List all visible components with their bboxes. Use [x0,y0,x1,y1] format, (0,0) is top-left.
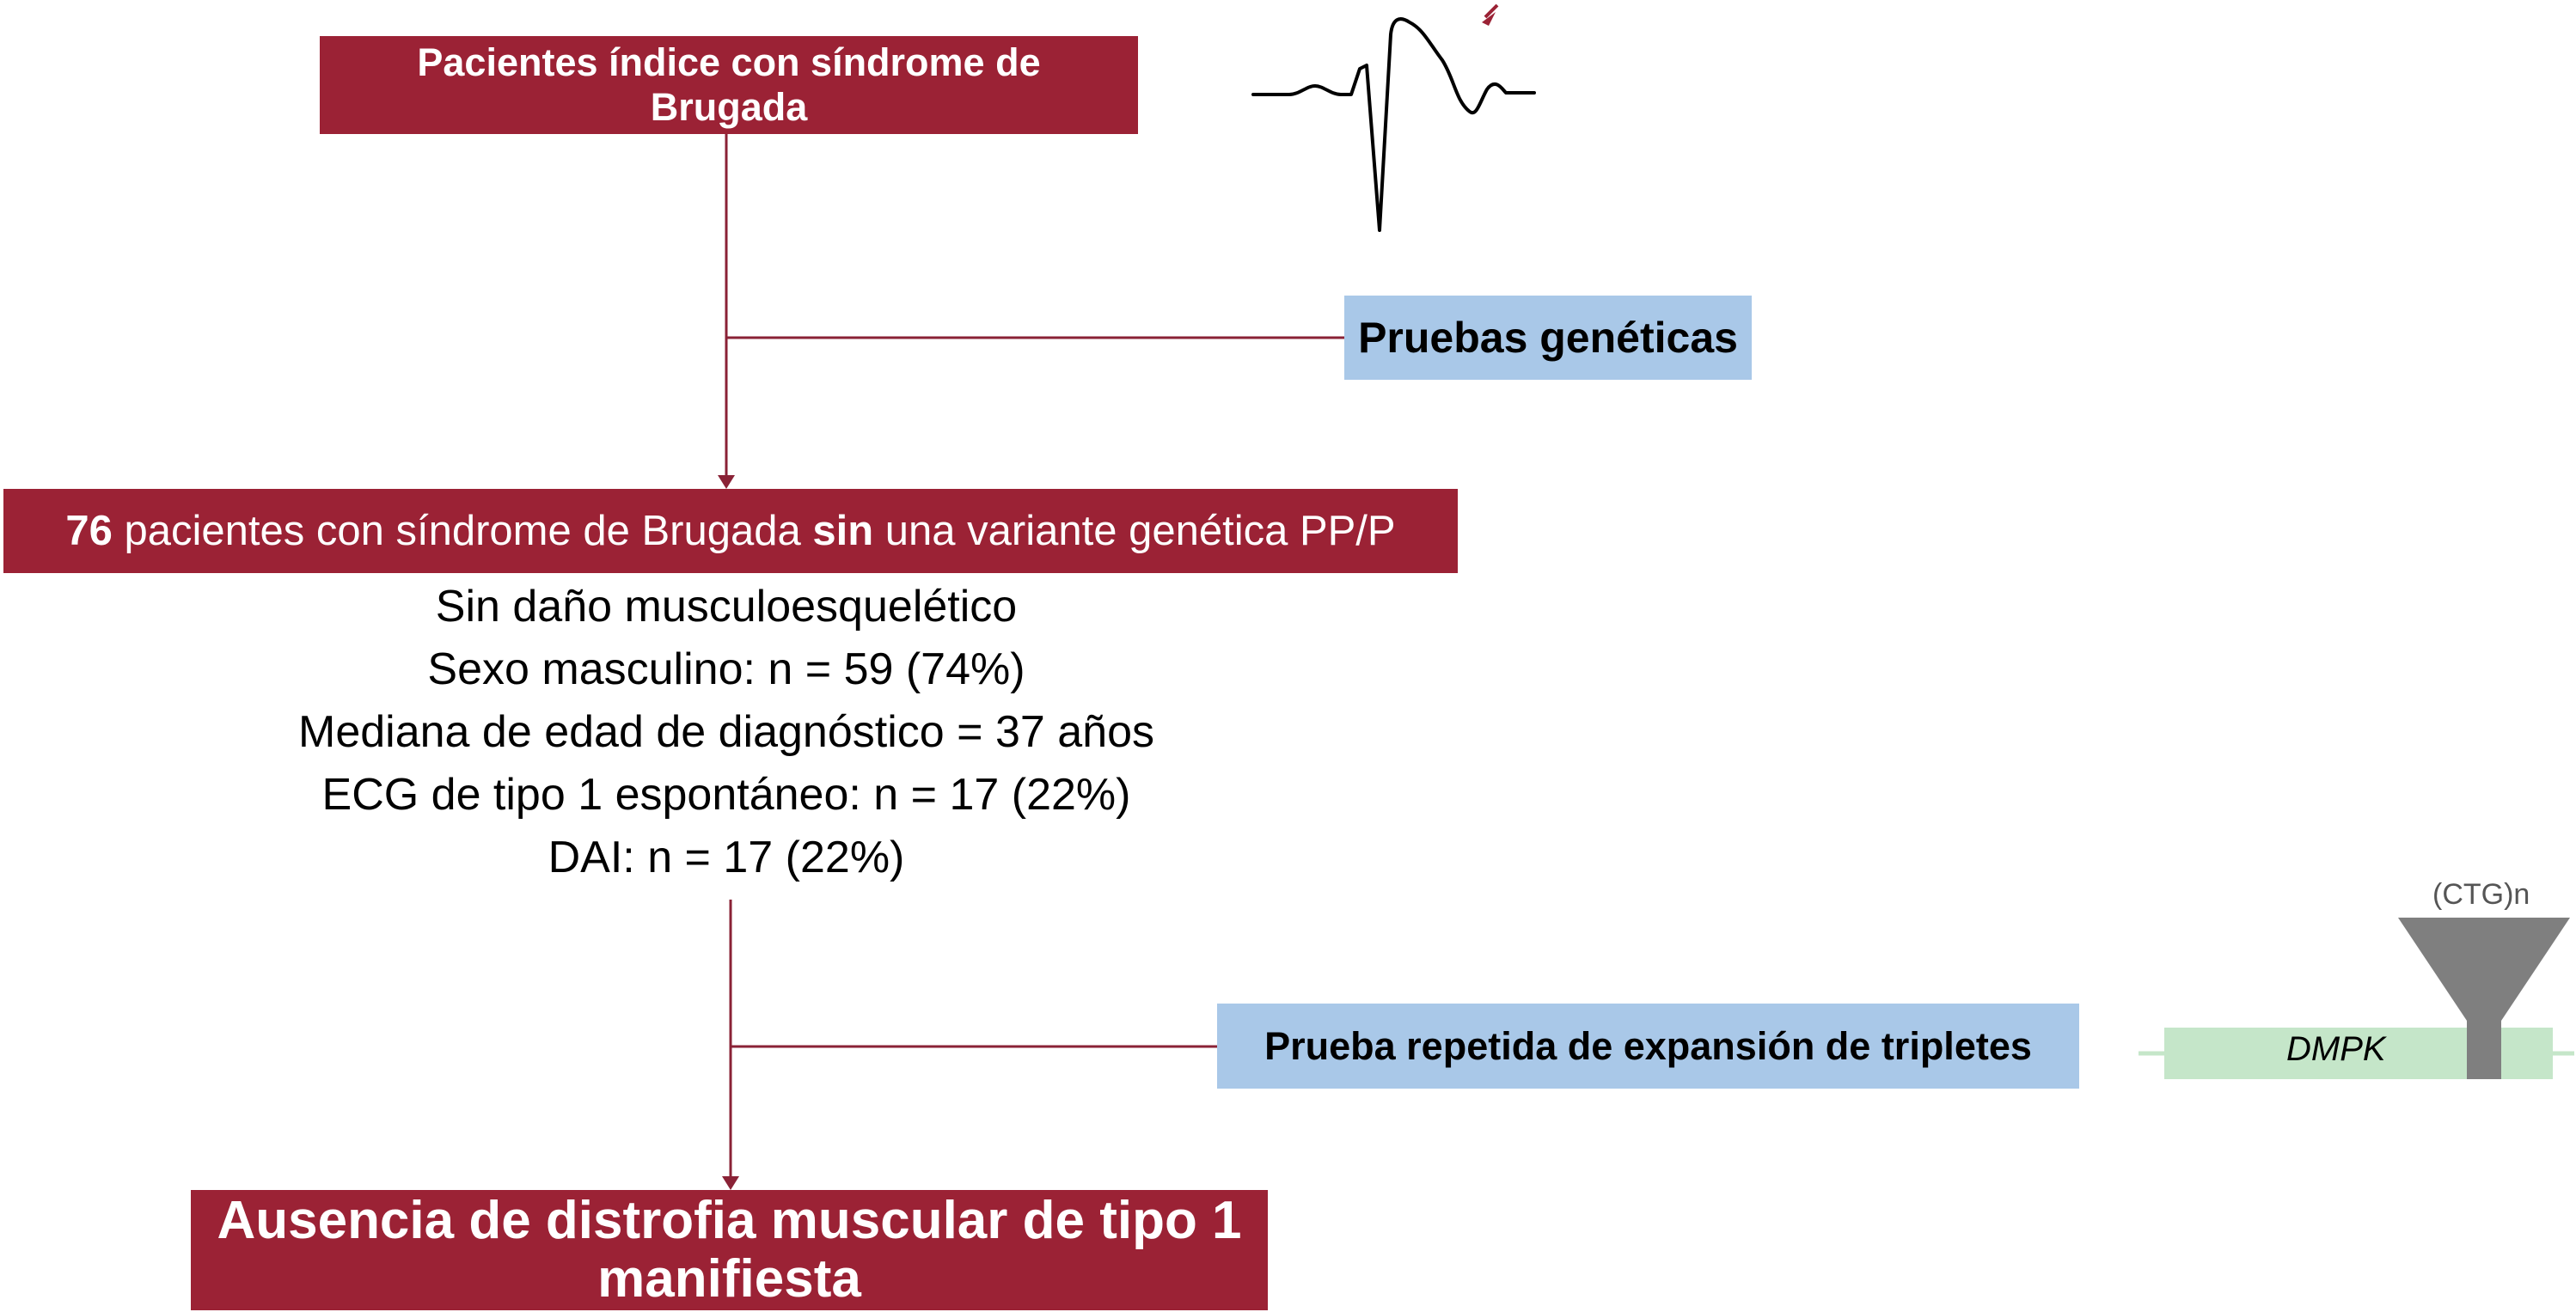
stat-line: Sexo masculino: n = 59 (74%) [427,644,1025,694]
triplet-test-label: Prueba repetida de expansión de tripletes [1264,1023,2032,1068]
stat-line: Mediana de edad de diagnóstico = 37 años [298,707,1154,757]
index-patients-box [320,36,1138,134]
outcome-box [191,1190,1268,1310]
stat-line: DAI: n = 17 (22%) [548,833,905,882]
cohort-text-a: pacientes con síndrome de Brugada [112,508,813,554]
gene-label: DMPK [2286,1030,2386,1068]
repeat-funnel-icon [2398,918,2570,1021]
arrowhead-lower [722,1176,739,1190]
stat-line: ECG de tipo 1 espontáneo: n = 17 (22%) [321,770,1131,820]
stat-line: Sin daño musculoesquelético [435,582,1018,632]
ecg-waveform-icon [1253,5,1534,230]
genetic-tests-box [1344,296,1752,380]
genetic-tests-label: Pruebas genéticas [1358,314,1738,362]
cohort-count: 76 [65,508,113,554]
arrowhead-upper [718,475,735,489]
cohort-box [3,489,1458,573]
cohort-label [65,507,1395,555]
cohort-text-b: una variante genética PP/P [873,508,1396,554]
triplet-test-box [1217,1004,2079,1089]
index-patients-label: Pacientes índice con síndrome de Brugada [417,40,1041,129]
outcome-label: Ausencia de distrofia muscular de tipo 1 manifiesta [217,1191,1242,1309]
cohort-stats [146,576,1306,889]
cohort-emphasis: sin [812,508,874,554]
repeat-label: (CTG)n [2432,878,2530,911]
